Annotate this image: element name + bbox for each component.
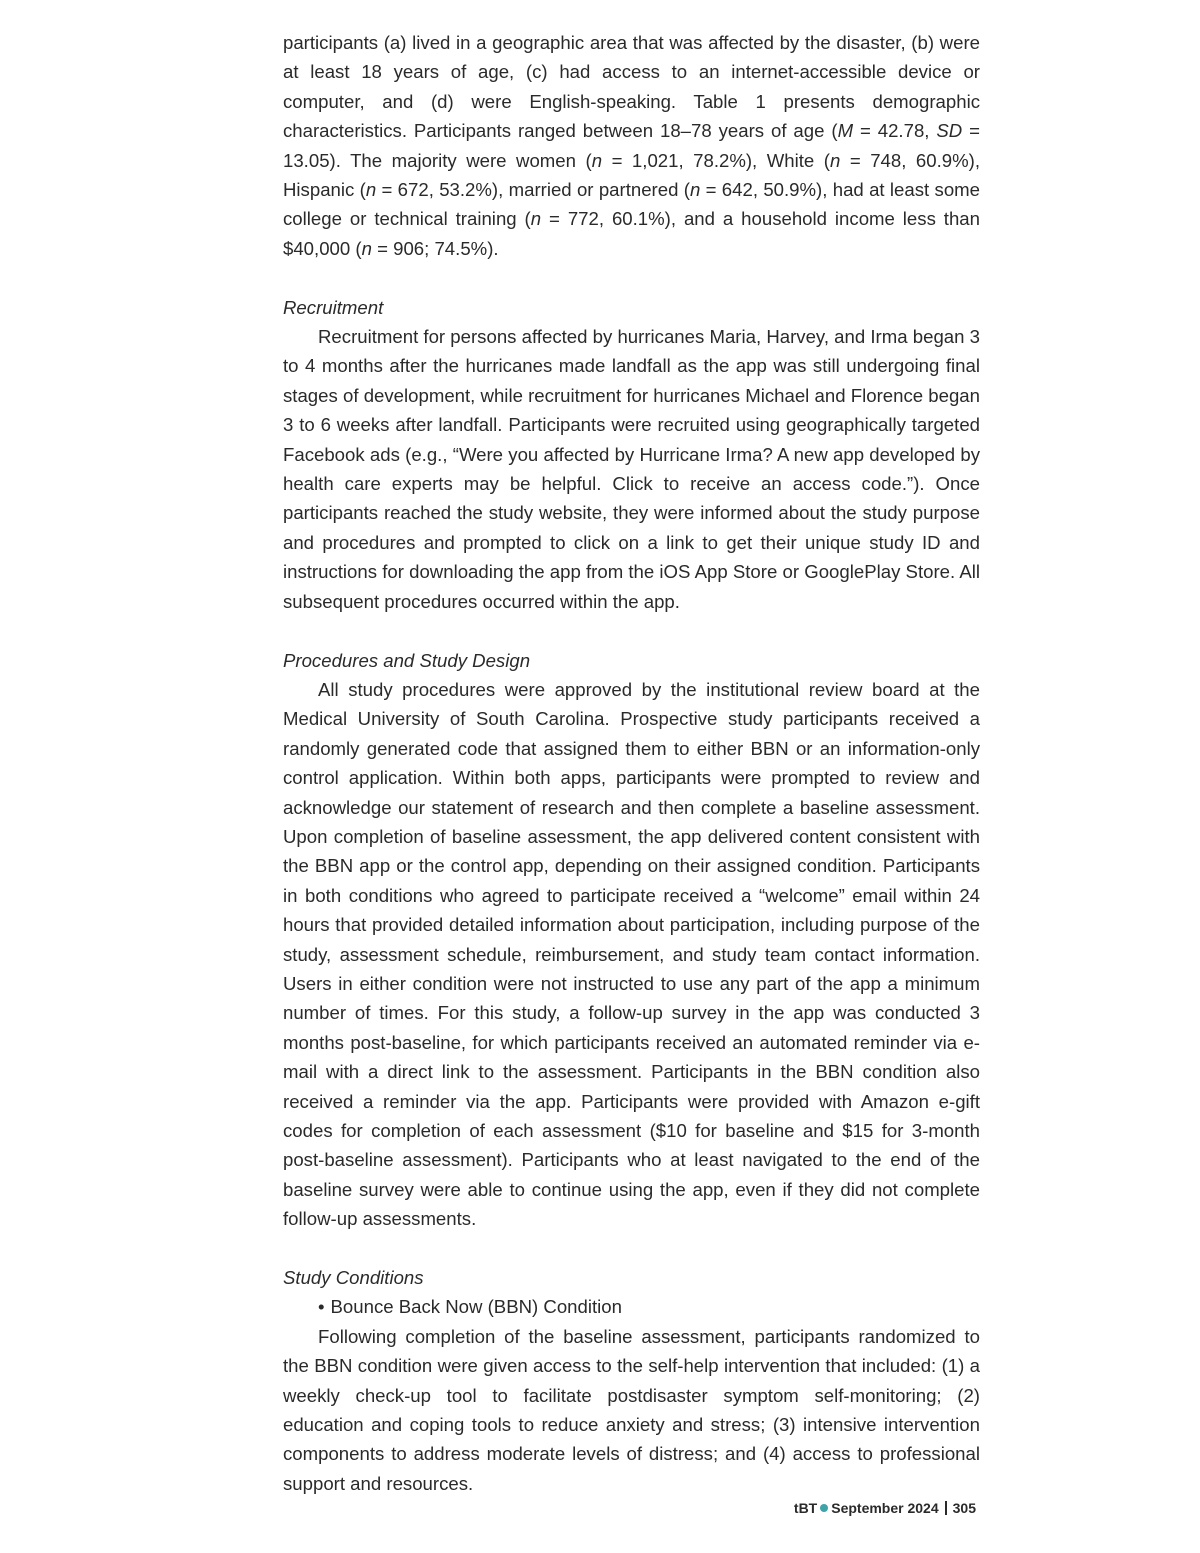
stat-symbol: n bbox=[591, 149, 603, 171]
stat-symbol: n bbox=[361, 237, 372, 259]
article-body bbox=[283, 28, 980, 1498]
section-heading-recruitment: Recruitment bbox=[283, 296, 384, 318]
issue-date: September 2024 bbox=[831, 1500, 939, 1516]
text-run: = 1,021, 78.2%), White ( bbox=[602, 149, 830, 171]
text-run: = 906; 74.5%). bbox=[371, 237, 499, 259]
journal-name: tBT bbox=[793, 1500, 818, 1516]
bullet-mark: • bbox=[318, 1296, 325, 1318]
separator-bar-icon bbox=[945, 1501, 947, 1515]
stat-symbol: n bbox=[689, 179, 701, 201]
stat-symbol: n bbox=[365, 179, 377, 201]
recruitment-paragraph: Recruitment for persons affected by hurricanes Maria, Harvey, and Irma began 3 to 4 months after the hurricanes made landfall as the app was still undergoing final stages of development, while recruitment for hurricanes Michael and Florence began 3 to 6 weeks after landfall. Participants were recruited using geographically targeted Facebook ads (e.g., “Were you affected by Hurricane Irma? A new app developed by health care experts may be helpful. Click to receive an access code.”). Once participants reached the study website, they were informed about the study purpose and procedures and prompted to click on a link to get their unique study ID and instructions for downloading the app from the iOS App Store or GooglePlay Store. All subsequent procedures occurred within the app. bbox=[283, 326, 980, 612]
page-number: 305 bbox=[952, 1500, 976, 1516]
stat-symbol: SD bbox=[936, 120, 963, 142]
stat-symbol: n bbox=[829, 149, 841, 171]
text-run: = 772, 60.1%), and a household income less than $40,000 ( bbox=[283, 208, 980, 259]
stat-symbol: n bbox=[530, 208, 542, 230]
text-run: = 42.78, bbox=[853, 120, 937, 142]
page-footer bbox=[740, 1500, 976, 1516]
stat-symbol: M bbox=[837, 120, 854, 142]
separator-dot-icon bbox=[820, 1504, 828, 1512]
intro-paragraph bbox=[283, 28, 980, 263]
text-run: = 642, 50.9%), had at least some college or technical training ( bbox=[283, 179, 980, 230]
text-run: = 672, 53.2%), married or partnered ( bbox=[376, 179, 690, 201]
text-run: = 13.05). The majority were women ( bbox=[283, 120, 980, 171]
section-heading-procedures: Procedures and Study Design bbox=[283, 649, 531, 671]
procedures-paragraph: All study procedures were approved by the institutional review board at the Medical University of South Carolina. Prospective study participants received a randomly generated code that assigned them to either BBN or an information-only control application. Within both apps, participants were prompted to review and acknowledge our statement of research and then complete a baseline assessment. Upon completion of baseline assessment, the app delivered content consistent with the BBN app or the control app, depending on their assigned condition. Participants in both conditions who agreed to participate received a “welcome” email within 24 hours that provided detailed information about participation, including purpose of the study, assessment schedule, reimbursement, and study team contact information. Users in either condition were not instructed to use any part of the app a minimum number of times. For this study, a follow-up survey in the app was conducted 3 months post-baseline, for which participants received an automated reminder via e-mail with a direct link to the assessment. Participants in the BBN condition also received a reminder via the app. Participants were provided with Amazon e-gift codes for completion of each assessment ($10 for baseline and $15 for 3-month post-baseline assessment). Participants who at least navigated to the end of the baseline survey were able to continue using the app, even if they did not complete follow-up assessments. bbox=[283, 678, 980, 1230]
bullet-item-bbn-condition bbox=[283, 1292, 980, 1321]
text-run: participants (a) lived in a geographic area that was affected by the disaster, (b) were at least 18 years of age, (c) had access to an internet-accessible device or computer, and (d) were English-speaking. Table 1 presents demographic characteristics. Participants ranged between 18–78 years of age ( bbox=[283, 32, 980, 142]
section-heading-study-conditions: Study Conditions bbox=[283, 1267, 424, 1289]
text-run: = 748, 60.9%), Hispanic ( bbox=[283, 149, 981, 201]
conditions-paragraph: Following completion of the baseline assessment, participants randomized to the BBN condition were given access to the self-help intervention that included: (1) a weekly check-up tool to facilitate postdisaster symptom self-monitoring; (2) education and coping tools to reduce anxiety and stress; (3) intensive intervention components to address moderate levels of distress; and (4) access to professional support and resources. bbox=[283, 1325, 980, 1494]
bullet-label: Bounce Back Now (BBN) Condition bbox=[330, 1296, 622, 1318]
